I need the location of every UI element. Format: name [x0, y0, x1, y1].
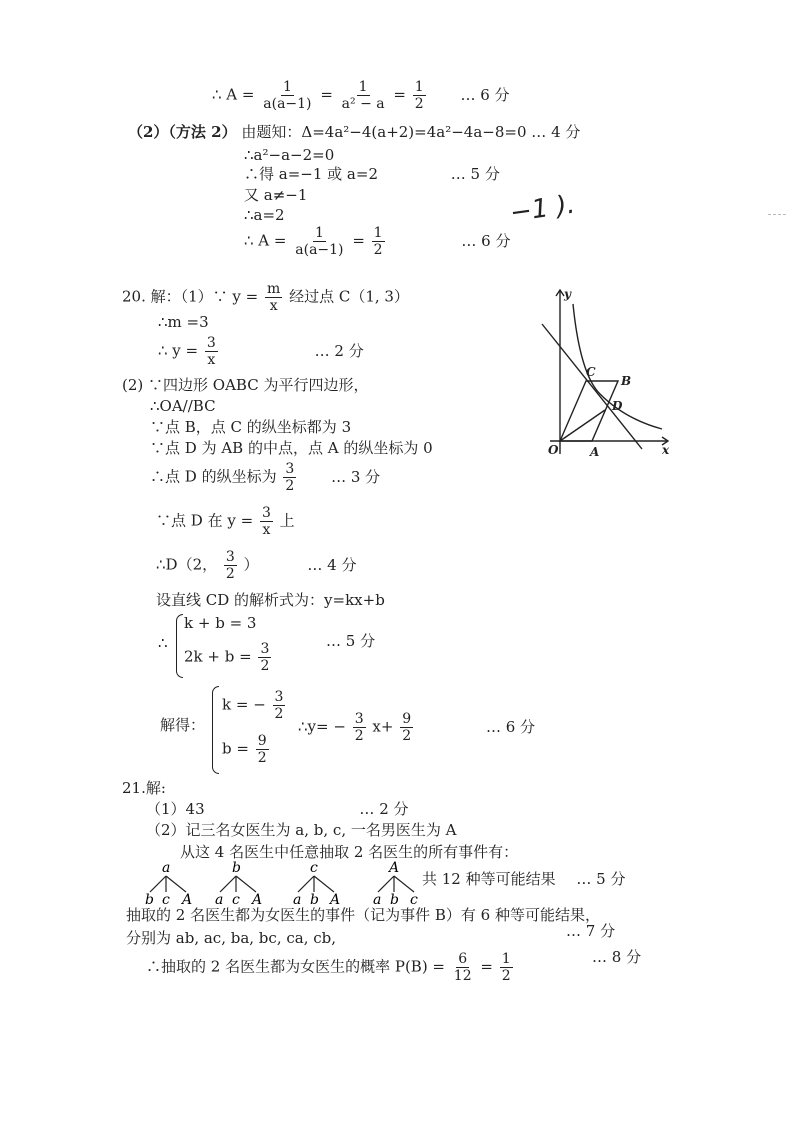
s21-trees-tail	[422, 872, 626, 887]
fraction	[261, 80, 313, 111]
s19-line-4	[244, 167, 500, 182]
tree-leaf: c	[232, 892, 240, 908]
s21-line-6-score: … 7 分	[566, 922, 616, 940]
s20-p2-line-5	[150, 462, 380, 493]
den: 2	[373, 242, 383, 258]
tree-leaf: A	[252, 892, 263, 908]
fraction	[293, 226, 345, 257]
s20-header	[122, 282, 409, 313]
tree-leaf: b	[390, 892, 399, 908]
tree-root: a	[162, 860, 171, 876]
tree-leaf: c	[162, 892, 170, 908]
fraction	[258, 642, 271, 673]
num: 9	[257, 733, 267, 749]
fraction	[372, 226, 385, 257]
fraction	[224, 550, 237, 581]
s21-line-5: 抽取的 2 名医生都为女医生的事件（记为事件 B）有 6 种等可能结果，	[126, 906, 600, 924]
s20-p2-line-3: ∵点 B，点 C 的纵坐标都为 3	[150, 418, 352, 436]
score: … 6 分	[460, 85, 510, 104]
tree-1	[142, 860, 212, 906]
s20-line-3	[158, 336, 364, 367]
tree-leaf: a	[293, 892, 302, 908]
den: x	[207, 352, 216, 368]
brace	[176, 614, 183, 678]
den: 2	[225, 566, 235, 582]
s20-solution-row-1	[222, 690, 287, 721]
num: 1	[414, 79, 424, 95]
equals: =	[480, 957, 493, 976]
s21-line-6: 分别为 ab, ac, ba, bc, ca, cb,	[126, 929, 337, 947]
tree-leaf: b	[145, 892, 154, 908]
tree-3	[290, 860, 360, 906]
num: 3	[260, 641, 270, 657]
num: 3	[285, 461, 295, 477]
fraction	[452, 952, 474, 983]
den: x	[269, 298, 278, 314]
tree-root: b	[232, 860, 241, 876]
text: ∵点 D 在 y =	[156, 511, 254, 530]
parallelogram-oabc	[560, 381, 618, 441]
fraction	[265, 282, 282, 313]
text: 共 12 种等可能结果	[422, 870, 556, 888]
s19-line-1	[212, 80, 510, 111]
s20-solution-label: 解得：	[160, 716, 206, 734]
s21-line-7	[146, 952, 515, 983]
tree-leaf: A	[182, 892, 193, 908]
text: ∴ y =	[158, 341, 199, 360]
score: … 5 分	[576, 870, 626, 888]
equals: =	[393, 85, 406, 104]
den: x	[262, 522, 271, 538]
den: 12	[453, 968, 472, 984]
s20-solution-row-2	[222, 734, 271, 765]
den: 2	[402, 728, 412, 744]
den: 2	[354, 728, 364, 744]
text: （1）43	[146, 800, 205, 818]
s21-line-3: 从这 4 名医生中任意抽取 2 名医生的所有事件有：	[180, 843, 519, 861]
fraction	[256, 734, 269, 765]
s20-p2-line-6	[156, 506, 295, 537]
den: a(a−1)	[295, 242, 344, 258]
den: 2	[257, 750, 267, 766]
text: ∴ A =	[212, 85, 255, 104]
label-c: C	[586, 365, 596, 379]
score: … 4 分	[307, 555, 357, 574]
den: 2	[285, 478, 295, 494]
text: 2k + b =	[184, 647, 252, 666]
num: 1	[501, 951, 511, 967]
tree-leaf: c	[410, 892, 418, 908]
score: … 6 分	[485, 717, 536, 736]
fraction	[353, 712, 366, 743]
fraction	[283, 462, 296, 493]
fraction	[500, 952, 513, 983]
den: a(a−1)	[263, 96, 312, 112]
label-a: A	[590, 445, 600, 459]
num: 3	[261, 505, 271, 521]
s20-system-1-row-1: k + b = 3	[184, 614, 257, 632]
tree-leaf: b	[310, 892, 319, 908]
den: 2	[414, 96, 424, 112]
coordinate-graph	[530, 284, 680, 464]
fraction	[400, 712, 413, 743]
num: 1	[282, 79, 292, 95]
text: ∴y= −	[298, 717, 346, 736]
handwritten-note: −1 ).	[508, 189, 577, 229]
s19-line-6: ∴a=2	[244, 206, 285, 224]
brace	[212, 686, 219, 774]
x-label: x	[662, 443, 670, 457]
s20-system-1-sign: ∴	[158, 634, 168, 652]
num: 6	[458, 951, 468, 967]
num: 1	[314, 225, 324, 241]
equals: =	[352, 231, 365, 250]
s20-system-1-score: … 5 分	[326, 632, 376, 650]
text: ∴D（2，	[156, 555, 218, 574]
tree-leaf: a	[373, 892, 382, 908]
stray-mark	[768, 214, 786, 215]
fraction	[205, 336, 218, 367]
s20-p2-line-8: 设直线 CD 的解析式为：y=kx+b	[156, 591, 385, 609]
score: … 3 分	[331, 467, 381, 486]
score: … 2 分	[314, 341, 364, 360]
tree-2	[212, 860, 282, 906]
num: 9	[402, 711, 412, 727]
s21-line-7-score: … 8 分	[592, 948, 642, 966]
fraction	[260, 506, 273, 537]
den: a² − a	[341, 96, 385, 112]
den: 2	[501, 968, 511, 984]
s21-header: 21.解:	[122, 779, 166, 797]
s20-system-1-row-2	[184, 642, 273, 673]
text: ∴点 D 的纵坐标为	[150, 467, 277, 486]
tree-leaf: A	[330, 892, 341, 908]
text: ∴得 a=−1 或 a=2	[244, 165, 378, 183]
score: … 5 分	[450, 165, 500, 183]
text: k = −	[222, 695, 266, 714]
s20-result	[298, 712, 535, 743]
num: 3	[206, 335, 216, 351]
s19-line-3: ∴a²−a−2=0	[244, 146, 335, 164]
s21-line-1	[146, 802, 409, 817]
label-o: O	[548, 443, 559, 457]
tree-root: c	[310, 860, 318, 876]
equals: =	[320, 85, 333, 104]
s19-method2-line	[128, 125, 580, 140]
score: … 6 分	[461, 231, 511, 250]
s20-line-2: ∴m =3	[158, 313, 209, 331]
text: 由题知：Δ=4a²−4(a+2)=4a²−4a−8=0	[241, 123, 527, 141]
s19-line-7	[244, 226, 510, 257]
fraction	[273, 690, 286, 721]
y-label: y	[564, 287, 571, 301]
tree-root: A	[389, 860, 400, 876]
s19-line-5: 又 a≠−1	[244, 186, 308, 204]
fraction	[340, 80, 387, 111]
s20-p2-line-4: ∵点 D 为 AB 的中点，点 A 的纵坐标为 0	[150, 439, 433, 457]
text: 20. 解：（1）∵ y =	[122, 287, 259, 306]
den: 2	[274, 706, 284, 722]
tree-leaf: a	[215, 892, 224, 908]
text: ∴ A =	[244, 231, 287, 250]
num: 3	[225, 549, 235, 565]
method-label: （2）（方法 2）	[128, 123, 237, 141]
s21-line-2: （2）记三名女医生为 a, b, c, 一名男医生为 A	[146, 821, 457, 839]
text: 经过点 C（1, 3）	[289, 287, 409, 306]
s20-p2-line-2: ∴OA//BC	[150, 397, 216, 415]
text: b =	[222, 739, 249, 758]
text: x+	[372, 717, 394, 736]
text: ∴抽取的 2 名医生都为女医生的概率 P(B) =	[146, 957, 446, 976]
s20-p2-line-7	[156, 550, 357, 581]
num: 1	[373, 225, 383, 241]
num: m	[267, 281, 281, 297]
num: 1	[358, 79, 368, 95]
label-b: B	[621, 374, 632, 388]
fraction	[413, 80, 426, 111]
num: 3	[274, 689, 284, 705]
text: 上	[279, 511, 295, 530]
score: … 4 分	[531, 123, 581, 141]
text: ）	[243, 555, 259, 574]
den: 2	[260, 658, 270, 674]
s20-p2-line-1: (2) ∵四边形 OABC 为平行四边形，	[122, 376, 369, 394]
score: … 2 分	[359, 800, 409, 818]
num: 3	[354, 711, 364, 727]
label-d: D	[612, 399, 623, 413]
